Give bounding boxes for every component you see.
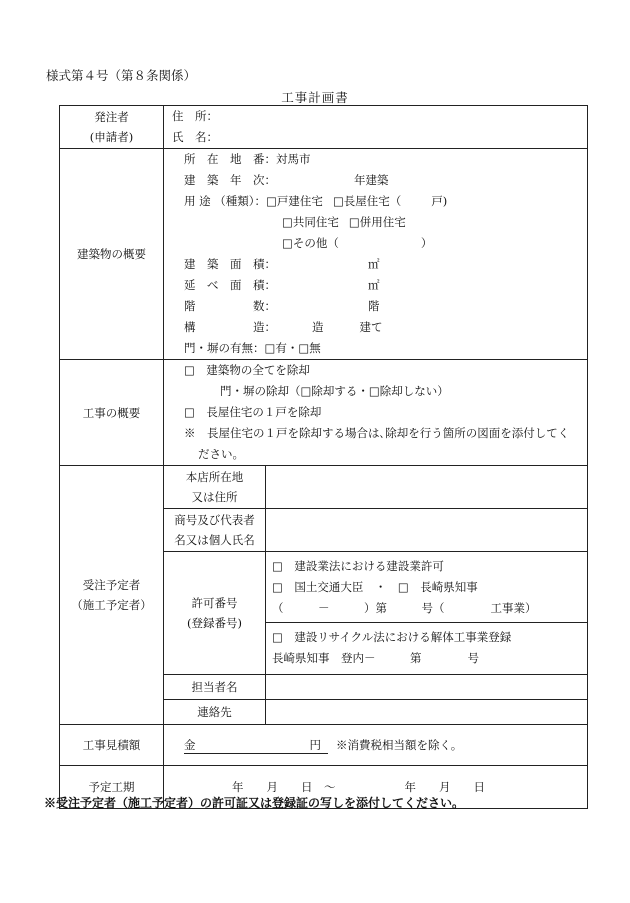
building-fields (164, 149, 588, 360)
orderer-label-line2: (申請者) (89, 130, 134, 144)
company-label-line1: 商号及び代表者 (174, 513, 255, 527)
orderer-fields[interactable] (164, 106, 588, 149)
permit-authority-checkboxes[interactable]: □ 国土交通大臣 ・ □ 長崎県知事 (272, 580, 478, 594)
year-suffix: 年建築 (354, 173, 389, 187)
work-note-line2: ださい。 (198, 447, 244, 461)
building-area-label: 建 築 面 積： (184, 257, 276, 271)
location-line[interactable] (184, 149, 587, 170)
floor-area-label: 延 べ 面 積： (184, 278, 276, 292)
permit-fields (266, 552, 588, 675)
contractor-office-row (60, 466, 588, 509)
schedule-period-field[interactable]: 年 月 日 ～ 年 月 日 (164, 766, 588, 809)
permit-label-line1: 許可番号 (191, 596, 238, 610)
document-title: 工事計画書 (281, 90, 349, 105)
footer-note: ※受注予定者（施工予定者）の許可証又は登録証の写しを添付してください。 (44, 796, 465, 810)
gate-checkboxes[interactable]: □有・□無 (264, 341, 321, 355)
estimate-row (60, 725, 588, 766)
registration-number-line[interactable]: 長崎県知事 登内－ 第 号 (272, 651, 479, 665)
orderer-label-line1: 発注者 (94, 110, 129, 124)
gate-label: 門・塀の有無： (184, 341, 265, 355)
estimate-prefix: 金 (184, 737, 196, 752)
plan-table (59, 105, 588, 809)
estimate-unit: 円 (309, 737, 321, 752)
orderer-name[interactable]: 氏 名： (172, 130, 218, 144)
gate-line (184, 338, 587, 359)
contractor-label-line1: 受注予定者 (82, 578, 141, 592)
office-label-line2: 又は住所 (191, 490, 238, 504)
demolish-one-unit-checkbox[interactable]: □ 長屋住宅の１戸を除却 (184, 405, 322, 419)
work-note-line1: ※ 長屋住宅の１戸を除却する場合は､除却を行う箇所の図面を添付してく (184, 426, 570, 440)
contractor-label-line2: （施工予定者） (71, 598, 152, 612)
use-detached-checkbox[interactable]: □戸建住宅 (266, 194, 323, 208)
schedule-label: 予定工期 (60, 766, 164, 809)
construction-permit-checkbox[interactable]: □ 建設業法における建設業許可 (272, 559, 444, 573)
estimate-amount-field[interactable] (184, 737, 328, 754)
use-line-1 (184, 191, 587, 212)
use-mixed-checkbox[interactable]: □併用住宅 (348, 215, 406, 229)
work-overview-label: 工事の概要 (60, 360, 164, 466)
contact-input[interactable] (266, 700, 588, 725)
floor-area-unit: ㎡ (368, 278, 380, 292)
use-apartment-checkbox[interactable]: □共同住宅 (282, 215, 339, 229)
use-row-house-unit: 戸) (431, 194, 448, 208)
orderer-row (60, 106, 588, 149)
building-row (60, 149, 588, 360)
estimate-fields (164, 725, 588, 766)
contact-label: 連絡先 (164, 700, 266, 725)
building-label: 建築物の概要 (60, 149, 164, 360)
construction-permit-block (266, 553, 587, 623)
floors-unit: 階 (368, 299, 380, 313)
structure-mid: 造 (312, 320, 324, 334)
work-overview-row (60, 360, 588, 466)
office-label-line1: 本店所在地 (185, 470, 244, 484)
floors-line[interactable] (184, 296, 587, 317)
recycle-registration-block (266, 623, 587, 673)
company-input[interactable] (266, 509, 588, 552)
use-other-checkbox[interactable]: □その他（ (282, 236, 339, 250)
person-in-charge-input[interactable] (266, 675, 588, 700)
estimate-label: 工事見積額 (60, 725, 164, 766)
recycle-registration-checkbox[interactable]: □ 建設リサイクル法における解体工事業登録 (272, 630, 512, 644)
office-label (164, 466, 266, 509)
work-overview-fields (164, 360, 588, 466)
orderer-address[interactable]: 住 所： (172, 109, 218, 123)
location-value[interactable]: 対馬市 (276, 152, 311, 166)
floors-label: 階 数： (184, 299, 276, 313)
use-line-2 (184, 212, 587, 233)
form-number: 様式第４号（第８条関係） (46, 68, 197, 83)
use-label: 用 途 （種類）： (184, 194, 267, 208)
orderer-label (60, 106, 164, 149)
company-label (164, 509, 266, 552)
company-label-line2: 名又は個人氏名 (174, 533, 255, 547)
building-area-unit: ㎡ (368, 257, 380, 271)
structure-end: 建て (359, 320, 383, 334)
floor-area-line[interactable] (184, 275, 587, 296)
estimate-tax-note: ※消費税相当額を除く。 (336, 737, 463, 752)
permit-label-line2: (登録番号) (187, 616, 242, 630)
structure-label: 構 造： (184, 320, 276, 334)
use-line-3 (184, 233, 587, 254)
contractor-label (60, 466, 164, 725)
use-other-close: ） (420, 236, 433, 250)
location-label: 所 在 地 番： (184, 152, 276, 166)
demolish-all-checkbox[interactable]: □ 建築物の全てを除却 (184, 363, 310, 377)
gate-demolish-option[interactable]: 門・塀の除却（□除却する・□除却しない） (220, 384, 449, 398)
permit-label (164, 552, 266, 675)
permit-number-line[interactable]: （ － ）第 号（ 工事業） (272, 601, 537, 615)
person-in-charge-label: 担当者名 (164, 675, 266, 700)
year-line[interactable] (184, 170, 587, 191)
office-input[interactable] (266, 466, 588, 509)
year-label: 建 築 年 次： (184, 173, 276, 187)
use-row-house-checkbox[interactable]: □長屋住宅（ (332, 194, 402, 208)
building-area-line[interactable] (184, 254, 587, 275)
structure-line[interactable] (184, 317, 587, 338)
